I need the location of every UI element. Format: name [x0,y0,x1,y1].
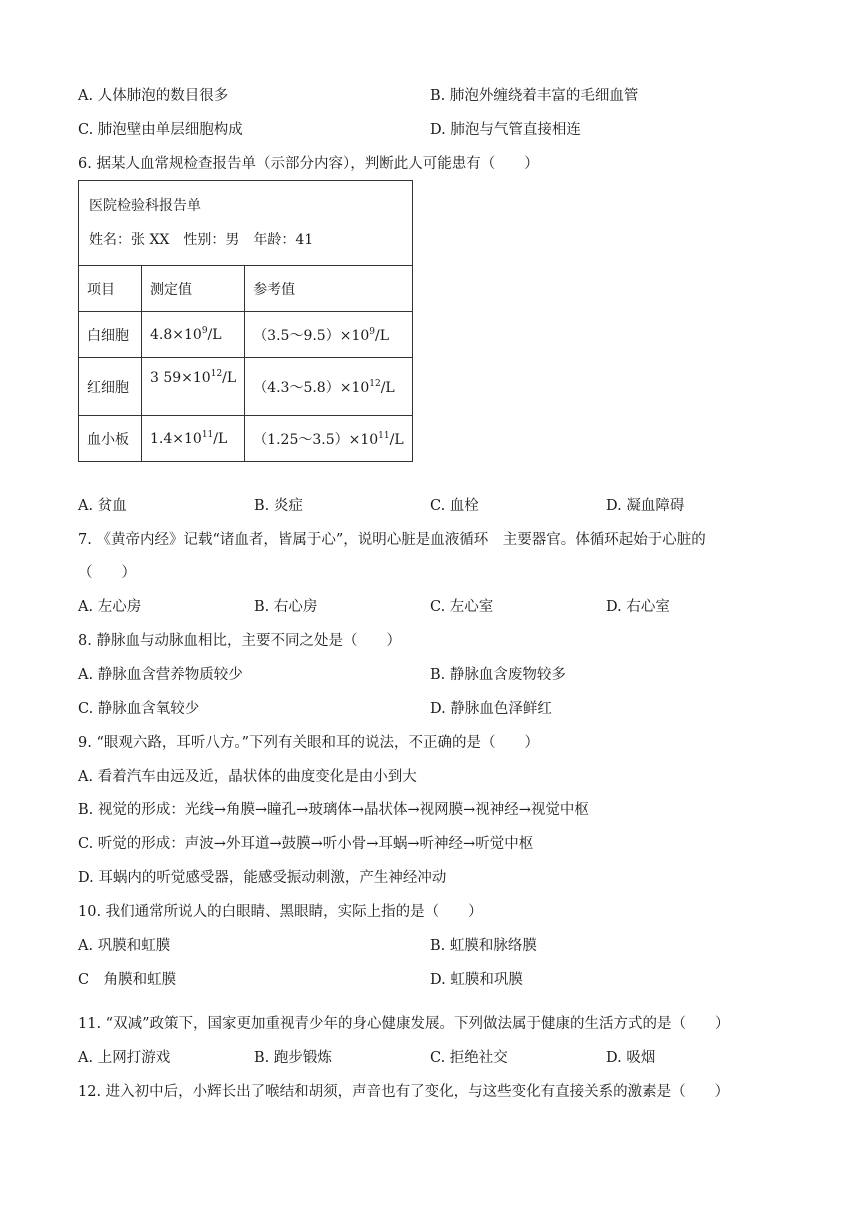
reference-exponent: 9 [369,326,375,337]
row-reference [245,358,412,416]
measured-unit: /L [207,326,222,343]
measured-unit: /L [222,370,237,386]
report-header [79,181,413,266]
q6-option-d: D. 凝血障碍 [606,498,685,514]
q11-option-c: C. 拒绝社交 [430,1050,508,1066]
q9-option-a: A. 看着汽车由远及近，晶状体的曲度变化是由小到大 [78,769,417,785]
q6-option-a: A. 贫血 [78,498,127,514]
q7-option-d: D. 右心室 [606,599,670,615]
measured-base: 3 59×10 [150,370,211,386]
q10-option-a: A. 巩膜和虹膜 [78,938,171,954]
q7-stem-line1: 7. 《黄帝内经》记载“诸血者，皆属于心”，说明心脏是血液循环 主要器官。体循环起始于心脏的 [78,532,706,548]
q5-option-d: D. 肺泡与气管直接相连 [430,122,581,138]
column-header-reference: 参考值 [245,266,412,312]
lab-report-table [78,180,413,462]
q9-option-c: C. 听觉的形成：声波→外耳道→鼓膜→听小骨→耳蜗→听神经→听觉中枢 [78,836,534,852]
reference-exponent: 12 [369,378,381,389]
reference-unit: /L [375,327,390,344]
report-column-headers [79,266,413,312]
q9-stem: 9. “眼观六路，耳听八方。”下列有关眼和耳的说法，不正确的是（ ） [78,735,540,751]
row-measured [142,416,245,462]
q11-option-b: B. 跑步锻炼 [254,1050,332,1066]
reference-base: （3.5～9.5）×10 [253,327,370,344]
report-title: 医院检验科报告单 [89,198,201,214]
column-header-measured: 测定值 [142,266,245,312]
row-item: 血小板 [79,416,142,462]
q5-option-b: B. 肺泡外缠绕着丰富的毛细血管 [430,88,639,104]
q9-option-d: D. 耳蜗内的听觉感受器，能感受振动刺激，产生神经冲动 [78,870,447,886]
table-row [79,312,413,358]
measured-exponent: 12 [210,369,223,379]
row-measured [142,312,245,358]
q10-stem: 10. 我们通常所说人的白眼睛、黑眼睛，实际上指的是（ ） [78,904,483,920]
measured-exponent: 11 [201,429,214,440]
column-header-item: 项目 [79,266,142,312]
q6-option-b: B. 炎症 [254,498,303,514]
row-reference [245,416,412,462]
report-patient-info: 姓名：张 XX 性别：男 年龄：41 [89,232,314,248]
row-item: 白细胞 [79,312,142,358]
table-row [79,358,413,416]
q7-option-b: B. 右心房 [254,599,318,615]
q6-option-c: C. 血栓 [430,498,479,514]
q8-stem: 8. 静脉血与动脉血相比，主要不同之处是（ ） [78,633,401,649]
q11-option-a: A. 上网打游戏 [78,1050,171,1066]
reference-base: （1.25～3.5）×10 [253,431,379,448]
measured-base: 1.4×10 [150,430,202,447]
q11-option-d: D. 吸烟 [606,1050,656,1066]
q9-option-b: B. 视觉的形成：光线→角膜→瞳孔→玻璃体→晶状体→视网膜→视神经→视觉中枢 [78,802,589,818]
q5-option-c: C. 肺泡壁由单层细胞构成 [78,122,243,138]
q10-option-b: B. 虹膜和脉络膜 [430,938,537,954]
row-item: 红细胞 [79,358,142,416]
reference-exponent: 11 [378,430,390,441]
q10-option-d: D. 虹膜和巩膜 [430,972,523,988]
reference-base: （4.3～5.8）×10 [253,379,370,396]
report-header-row [79,181,413,266]
q11-stem: 11. “双减”政策下，国家更加重视青少年的身心健康发展。下列做法属于健康的生活方式的是（ ） [78,1016,730,1032]
q12-stem: 12. 进入初中后，小辉长出了喉结和胡须，声音也有了变化，与这些变化有直接关系的激素是（ ） [78,1084,730,1100]
row-reference [245,312,412,358]
q6-stem: 6. 据某人血常规检查报告单（示部分内容），判断此人可能患有（ ） [78,156,539,172]
measured-exponent: 9 [201,325,208,336]
q8-option-c: C. 静脉血含氧较少 [78,701,200,717]
q7-option-a: A. 左心房 [78,599,142,615]
q5-option-a: A. 人体肺泡的数目很多 [78,88,229,104]
reference-unit: /L [380,379,395,396]
q10-option-c: C 角膜和虹膜 [78,972,177,988]
row-measured [142,358,245,416]
reference-unit: /L [389,431,404,448]
q7-stem-line2: （ ） [78,565,136,581]
table-row [79,416,413,462]
q7-option-c: C. 左心室 [430,599,494,615]
q8-option-b: B. 静脉血含废物较多 [430,667,566,683]
q8-option-a: A. 静脉血含营养物质较少 [78,667,243,683]
measured-base: 4.8×10 [150,326,202,343]
q8-option-d: D. 静脉血色泽鲜红 [430,701,552,717]
measured-unit: /L [213,430,228,447]
